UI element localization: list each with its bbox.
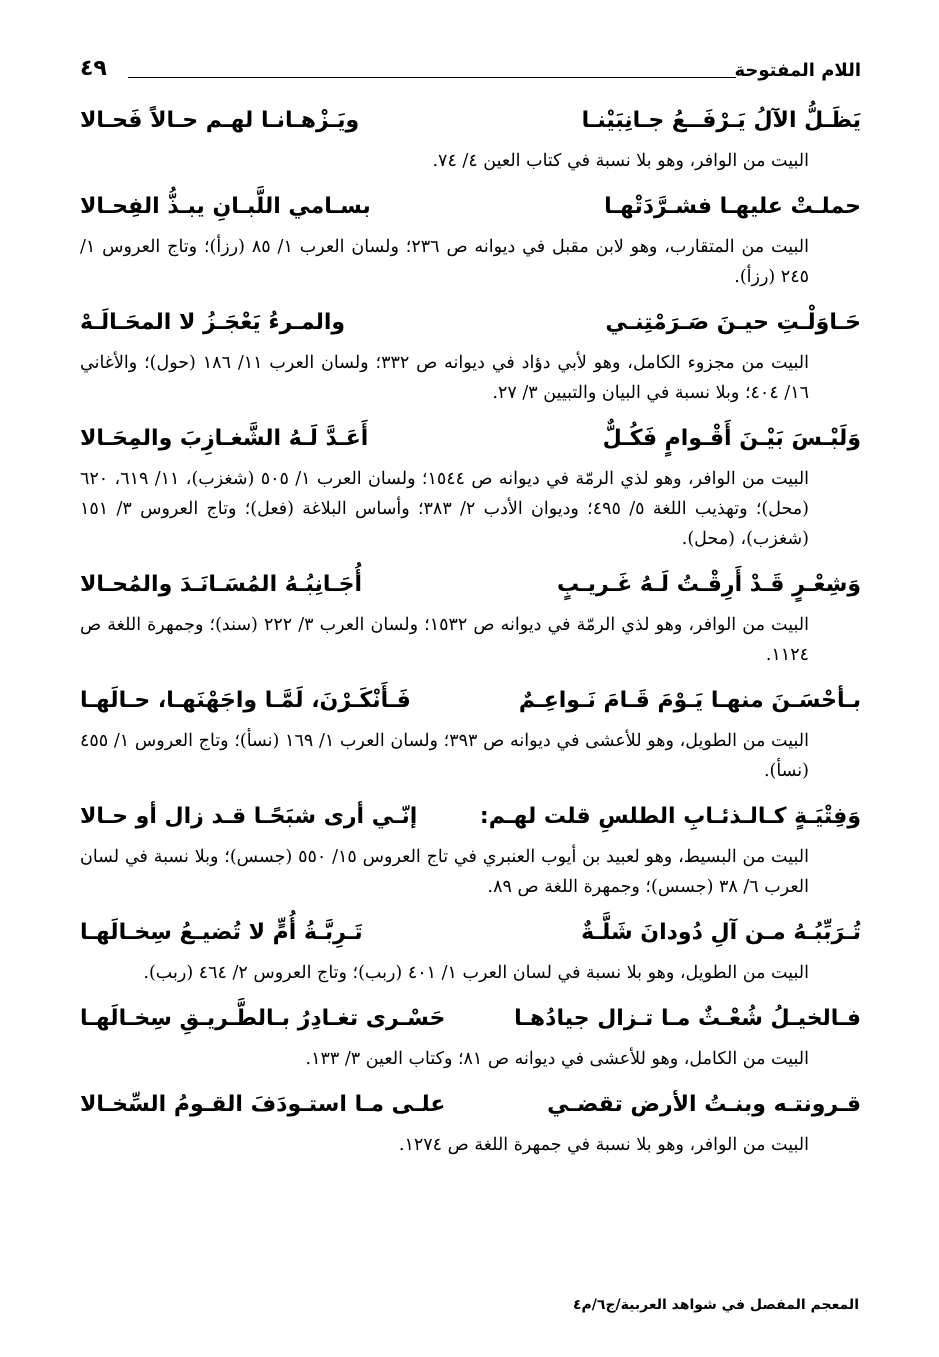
second-hemistich: بسـامي اللَّبـانِ يبـذُّ الفِحـالا: [80, 194, 371, 219]
second-hemistich: والمـرءُ يَعْجَـزُ لا المحَـالَـهْ: [80, 310, 346, 335]
verse-line: [80, 792, 861, 842]
page-footer: المعجم المفصل في شواهد العربية/ج٦/م٤: [573, 1297, 859, 1313]
verse-line: [80, 1080, 861, 1130]
source-note: البيت من الوافر، وهو بلا نسبة في جمهرة اللغة ص ١٢٧٤.: [398, 1135, 809, 1155]
second-hemistich: أَعَـدَّ لَـهُ الشَّغـازِبَ والمِحَـالا: [80, 426, 369, 451]
source-note: البيت من الوافر، وهو لذي الرمّة في ديوانه ص ١٥٤٤؛ ولسان العرب ١/ ٥٠٥ (شغزب)، ١١/ ٦١٩، ٦٢٠ (محل)؛ وتهذيب اللغة ٥/ ٤٩٥؛ وديوان الأدب ٢/ ٣٨٣؛ وأساس البلاغة (فعل)؛ وتاج العروس ٣/ ١٥١ (شغزب)، (محل).: [80, 469, 810, 549]
second-hemistich: ويَـزْهـانـا لهـم حـالاً فَحـالا: [80, 108, 360, 133]
verse-entry: [80, 676, 861, 786]
second-hemistich: فَـأَنْكَـرْنَ، لَمَّـا واجَهْنَهـا، حـالَهـا: [80, 688, 411, 713]
verse-line: [80, 560, 861, 610]
first-hemistich: وَشِعْـرٍ قَـدْ أَرِقْـتُ لَـهُ غَـريـبٍ: [556, 572, 861, 597]
first-hemistich: حَـاوَلْـتِ حيـنَ صَـرَمْتِنـي: [605, 310, 861, 335]
first-hemistich: وَلَبْـسَ بَيْـنَ أَقْـوامٍ فَكُـلٌّ: [602, 426, 861, 451]
first-hemistich: بـأحْسَـنَ منهـا يَـوْمَ قَـامَ نَـواعِـمٌ: [518, 688, 861, 713]
verse-entry: [80, 792, 861, 902]
verse-line: [80, 414, 861, 464]
verse-line: [80, 994, 861, 1044]
verse-entry: [80, 908, 861, 988]
source-note: البيت من الطويل، وهو للأعشى في ديوانه ص ٣٩٣؛ ولسان العرب ١/ ١٦٩ (نسأ)؛ وتاج العروس ١/ ٤٥٥ (نسأ).: [80, 731, 809, 781]
page-number: ٤٩: [80, 56, 107, 81]
first-hemistich: وَفِتْيَـةٍ كـالـذئـابِ الطلسِ قلت لهـم:: [479, 804, 861, 829]
source-note: البيت من مجزوء الكامل، وهو لأبي دؤاد في ديوانه ص ٣٣٢؛ ولسان العرب ١١/ ١٨٦ (حول)؛ والأغاني ١٦/ ٤٠٤؛ وبلا نسبة في البيان والتبيين ٣/ ٢٧.: [80, 353, 810, 403]
second-hemistich: حَسْـرى تغـادِرُ بـالطَّـريـقِ سِخـالَهـا: [80, 1006, 446, 1031]
verse-line: [80, 676, 861, 726]
verse-entry: [80, 298, 861, 408]
source-note: البيت من المتقارب، وهو لابن مقبل في ديوانه ص ٢٣٦؛ ولسان العرب ١/ ٨٥ (رزأ)؛ وتاج العروس ١/ ٢٤٥ (رزأ).: [80, 237, 809, 287]
verse-line: [80, 182, 861, 232]
second-hemistich: إنّـي أرى شبَحًـا قـد زال أو حـالا: [80, 804, 418, 829]
verse-entry: [80, 96, 861, 176]
first-hemistich: قـرونتـه وبنـتُ الأرض تقضـي: [547, 1092, 861, 1117]
verse-entry: [80, 182, 861, 292]
verse-entry: [80, 414, 861, 554]
source-note: البيت من الوافر، وهو بلا نسبة في كتاب العين ٤/ ٧٤.: [432, 151, 809, 171]
verse-line: [80, 908, 861, 958]
first-hemistich: فـالخيـلُ شُعْـثٌ مـا تـزال جيادُهـا: [514, 1006, 861, 1031]
second-hemistich: علـى مـا استـودَفَ القـومُ السِّخـالا: [80, 1092, 446, 1117]
source-note: البيت من الكامل، وهو للأعشى في ديوانه ص ٨١؛ وكتاب العين ٣/ ١٣٣.: [305, 1049, 809, 1069]
verse-line: [80, 96, 861, 146]
source-note: البيت من الوافر، وهو لذي الرمّة في ديوانه ص ١٥٣٢؛ ولسان العرب ٣/ ٢٢٢ (سند)؛ وجمهرة اللغة ص ١١٢٤.: [80, 615, 809, 665]
section-title: اللام المفتوحة: [734, 60, 861, 81]
source-note: البيت من البسيط، وهو لعبيد بن أيوب العنبري في تاج العروس ١٥/ ٥٥٠ (جسس)؛ وبلا نسبة في لسان العرب ٦/ ٣٨ (جسس)؛ وجمهرة اللغة ص ٨٩.: [80, 847, 809, 897]
verse-entry: [80, 994, 861, 1074]
first-hemistich: حملـتْ عليهـا فشـرَّدَتْهـا: [604, 194, 861, 219]
page-header: [80, 52, 861, 88]
verse-entry: [80, 560, 861, 670]
second-hemistich: تَـرِبَّـةُ أُمٍّ لا تُضيـعُ سِخـالَهـا: [80, 920, 363, 945]
second-hemistich: أُجَـانِبُـهُ المُسَـانَـدَ والمُحـالا: [80, 572, 363, 597]
header-rule: [128, 77, 736, 78]
verse-line: [80, 298, 861, 348]
verse-entry: [80, 1080, 861, 1160]
verse-list: [80, 96, 861, 1166]
source-note: البيت من الطويل، وهو بلا نسبة في لسان العرب ١/ ٤٠١ (ربب)؛ وتاج العروس ٢/ ٤٦٤ (ربب).: [143, 963, 809, 983]
first-hemistich: تُـرَبِّبُـهُ مـن آلِ دُودانَ شَلَّـةٌ: [581, 920, 861, 945]
first-hemistich: يَظَـلُّ الآلُ يَـرْفَــعُ جـانِبَيْنـا: [581, 108, 861, 133]
